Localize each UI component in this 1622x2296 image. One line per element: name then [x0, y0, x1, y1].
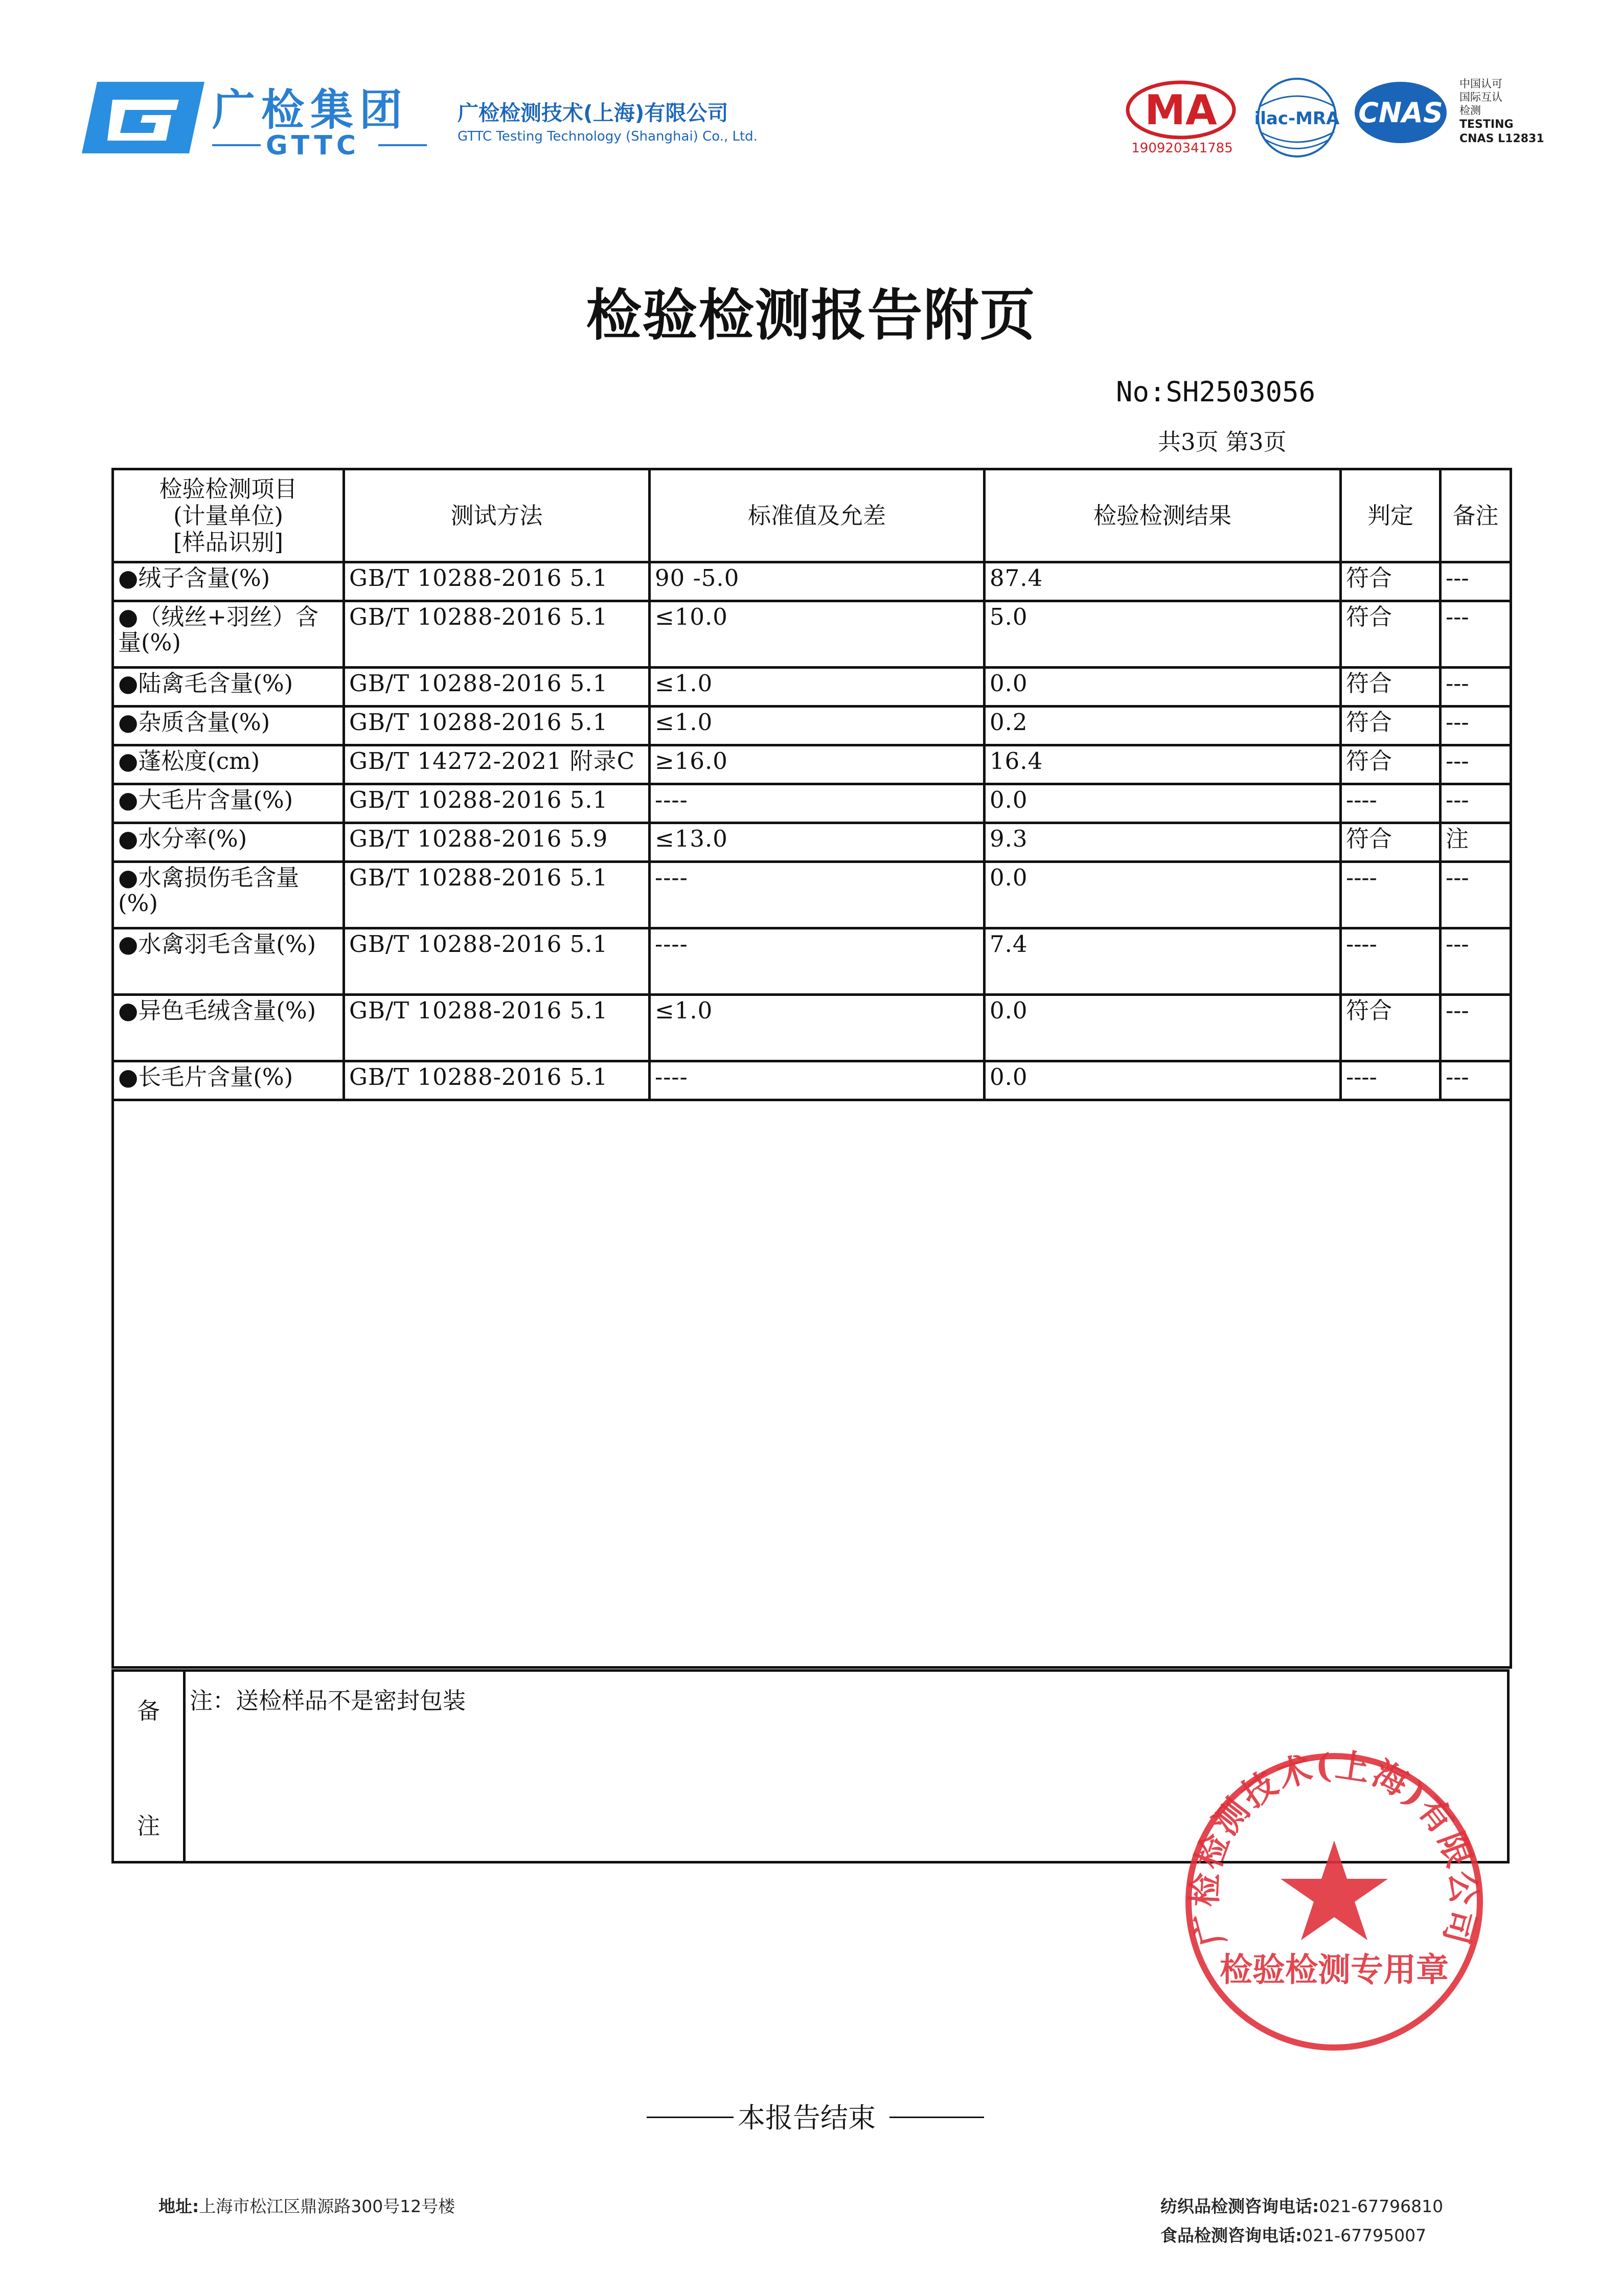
table-header-row: [113, 469, 1511, 562]
report-number: No:SH2503056: [1116, 376, 1316, 408]
cell-standard: 90 -5.0: [650, 562, 985, 601]
cnas-logo-text: CNAS: [1358, 97, 1443, 129]
cell-standard: ≤1.0: [650, 668, 985, 707]
cell-standard: ----: [650, 1061, 985, 1100]
cell-method: GB/T 10288-2016 5.1: [344, 668, 650, 707]
cell-remark: ---: [1441, 928, 1511, 995]
cell-judgement: ----: [1341, 928, 1441, 995]
table-row: [113, 601, 1511, 668]
cell-result: 0.0: [985, 784, 1341, 823]
remarks-text: 注：送检样品不是密封包装: [190, 1687, 466, 1714]
cell-item: ●杂质含量(%): [113, 707, 344, 745]
cell-standard: ----: [650, 928, 985, 995]
cell-item: ●（绒丝+羽丝）含量(%): [113, 601, 344, 668]
footer-address: [158, 2193, 455, 2217]
cnas-code: CNAS L12831: [1459, 132, 1544, 145]
header-result: 检验检测结果: [985, 469, 1341, 562]
cell-item: ●绒子含量(%): [113, 562, 344, 601]
cell-method: GB/T 10288-2016 5.1: [344, 862, 650, 928]
cell-method: GB/T 14272-2021 附录C: [344, 745, 650, 784]
remarks-label-top: 备: [136, 1697, 160, 1724]
gttc-logo-icon: [77, 77, 210, 158]
brand-divider-left: [212, 144, 261, 146]
cell-method: GB/T 10288-2016 5.9: [344, 823, 650, 862]
cell-judgement: 符合: [1341, 995, 1441, 1061]
company-name-cn: 广检检测技术(上海)有限公司: [458, 101, 728, 125]
header-item: [113, 469, 344, 562]
cell-standard: ≤10.0: [650, 601, 985, 668]
cell-remark: ---: [1441, 1061, 1511, 1100]
table-row: [113, 995, 1511, 1061]
table-row: [113, 862, 1511, 928]
ma-logo-text: MA: [1145, 86, 1217, 134]
cell-judgement: ----: [1341, 784, 1441, 823]
company-name-en: GTTC Testing Technology (Shanghai) Co., Ltd.: [458, 129, 758, 144]
brand-name-en: GTTC: [266, 130, 360, 161]
cell-standard: ≥16.0: [650, 745, 985, 784]
cell-standard: ≤13.0: [650, 823, 985, 862]
header-standard: 标准值及允差: [650, 469, 985, 562]
table-row: [113, 668, 1511, 707]
cell-method: GB/T 10288-2016 5.1: [344, 995, 650, 1061]
cell-standard: ≤1.0: [650, 995, 985, 1061]
cell-standard: ----: [650, 862, 985, 928]
official-seal-icon: [1171, 1738, 1498, 2065]
end-line-right: [889, 2117, 984, 2118]
cell-judgement: 符合: [1341, 745, 1441, 784]
cell-standard: ----: [650, 784, 985, 823]
address-value: 上海市松江区鼎源路300号12号楼: [199, 2196, 455, 2216]
address-label: 地址:: [158, 2196, 199, 2216]
page-title: 检验检测报告附页: [586, 283, 1036, 348]
page-count: 共3页 第3页: [1158, 428, 1287, 456]
header-item-line: (计量单位): [173, 502, 284, 529]
ilac-mra-icon: [1250, 76, 1344, 160]
table-row: [113, 707, 1511, 745]
cell-result: 0.0: [985, 1061, 1341, 1100]
cell-result: 0.0: [985, 862, 1341, 928]
results-table: [111, 468, 1512, 1669]
cell-remark: 注: [1441, 823, 1511, 862]
cell-result: 7.4: [985, 928, 1341, 995]
cnas-testing: TESTING: [1459, 118, 1514, 131]
cell-result: 5.0: [985, 601, 1341, 668]
cell-item: ●长毛片含量(%): [113, 1061, 344, 1100]
header-method: 测试方法: [344, 469, 650, 562]
cell-method: GB/T 10288-2016 5.1: [344, 784, 650, 823]
cell-item: ●异色毛绒含量(%): [113, 995, 344, 1061]
cell-remark: ---: [1441, 862, 1511, 928]
cell-method: GB/T 10288-2016 5.1: [344, 1061, 650, 1100]
cell-result: 0.2: [985, 707, 1341, 745]
header-item-line: [样品识别]: [173, 528, 284, 556]
cell-judgement: 符合: [1341, 668, 1441, 707]
textile-phone-label: 纺织品检测咨询电话:: [1160, 2196, 1319, 2216]
cell-method: GB/T 10288-2016 5.1: [344, 928, 650, 995]
cell-standard: ≤1.0: [650, 707, 985, 745]
cell-item: ●大毛片含量(%): [113, 784, 344, 823]
textile-phone-value: 021-67796810: [1319, 2196, 1444, 2216]
table-row: [113, 823, 1511, 862]
brand-divider-right: [378, 144, 427, 146]
cell-result: 16.4: [985, 745, 1341, 784]
cell-result: 87.4: [985, 562, 1341, 601]
cell-remark: ---: [1441, 707, 1511, 745]
cell-remark: ---: [1441, 601, 1511, 668]
cell-item: ●水分率(%): [113, 823, 344, 862]
cnas-line-1: 中国认可: [1459, 78, 1502, 90]
table-row: [113, 745, 1511, 784]
table-empty-area: [113, 1100, 1511, 1668]
food-phone-label: 食品检测咨询电话:: [1160, 2225, 1303, 2245]
table-row: [113, 1061, 1511, 1100]
empty-cell: [113, 1100, 1511, 1668]
end-line-left: [647, 2117, 734, 2118]
seal-company-text: 广检检测技术(上海)有限公司: [1184, 1744, 1484, 1950]
cell-judgement: ----: [1341, 1061, 1441, 1100]
header-remark: 备注: [1441, 469, 1511, 562]
cell-method: GB/T 10288-2016 5.1: [344, 562, 650, 601]
table-row: [113, 928, 1511, 995]
cell-remark: ---: [1441, 995, 1511, 1061]
cell-judgement: ----: [1341, 862, 1441, 928]
seal-purpose-text: 检验检测专用章: [1220, 1951, 1449, 1989]
cell-remark: ---: [1441, 745, 1511, 784]
cell-result: 0.0: [985, 995, 1341, 1061]
cell-method: GB/T 10288-2016 5.1: [344, 707, 650, 745]
cell-item: ●水禽羽毛含量(%): [113, 928, 344, 995]
ilac-logo-text: ilac-MRA: [1254, 108, 1340, 129]
footer-food-phone: [1160, 2222, 1426, 2246]
cell-item: ●陆禽毛含量(%): [113, 668, 344, 707]
cell-item: ●蓬松度(cm): [113, 745, 344, 784]
cell-result: 0.0: [985, 668, 1341, 707]
cell-judgement: 符合: [1341, 601, 1441, 668]
cnas-icon: [1352, 79, 1449, 146]
table-row: [113, 784, 1511, 823]
cnas-line-2: 国际互认: [1459, 91, 1502, 103]
remarks-label-bottom: 注: [136, 1812, 160, 1839]
cell-judgement: 符合: [1341, 823, 1441, 862]
remarks-label-column: [114, 1672, 186, 1861]
cell-result: 9.3: [985, 823, 1341, 862]
header-judgement: 判定: [1341, 469, 1441, 562]
cell-remark: ---: [1441, 562, 1511, 601]
cell-judgement: 符合: [1341, 562, 1441, 601]
cell-remark: ---: [1441, 784, 1511, 823]
cell-remark: ---: [1441, 668, 1511, 707]
table-row: [113, 562, 1511, 601]
cnas-line-3: 检测: [1459, 104, 1481, 117]
end-of-report: 本报告结束: [738, 2102, 876, 2134]
footer-textile-phone: [1160, 2193, 1443, 2217]
ma-certification-icon: [1125, 79, 1237, 141]
header-item-line: 检验检测项目: [159, 475, 298, 503]
cell-method: GB/T 10288-2016 5.1: [344, 601, 650, 668]
brand-name-cn: 广检集团: [212, 85, 409, 135]
ma-number: 190920341785: [1131, 141, 1233, 156]
food-phone-value: 021-67795007: [1302, 2225, 1427, 2245]
cell-judgement: 符合: [1341, 707, 1441, 745]
cell-item: ●水禽损伤毛含量(%): [113, 862, 344, 928]
